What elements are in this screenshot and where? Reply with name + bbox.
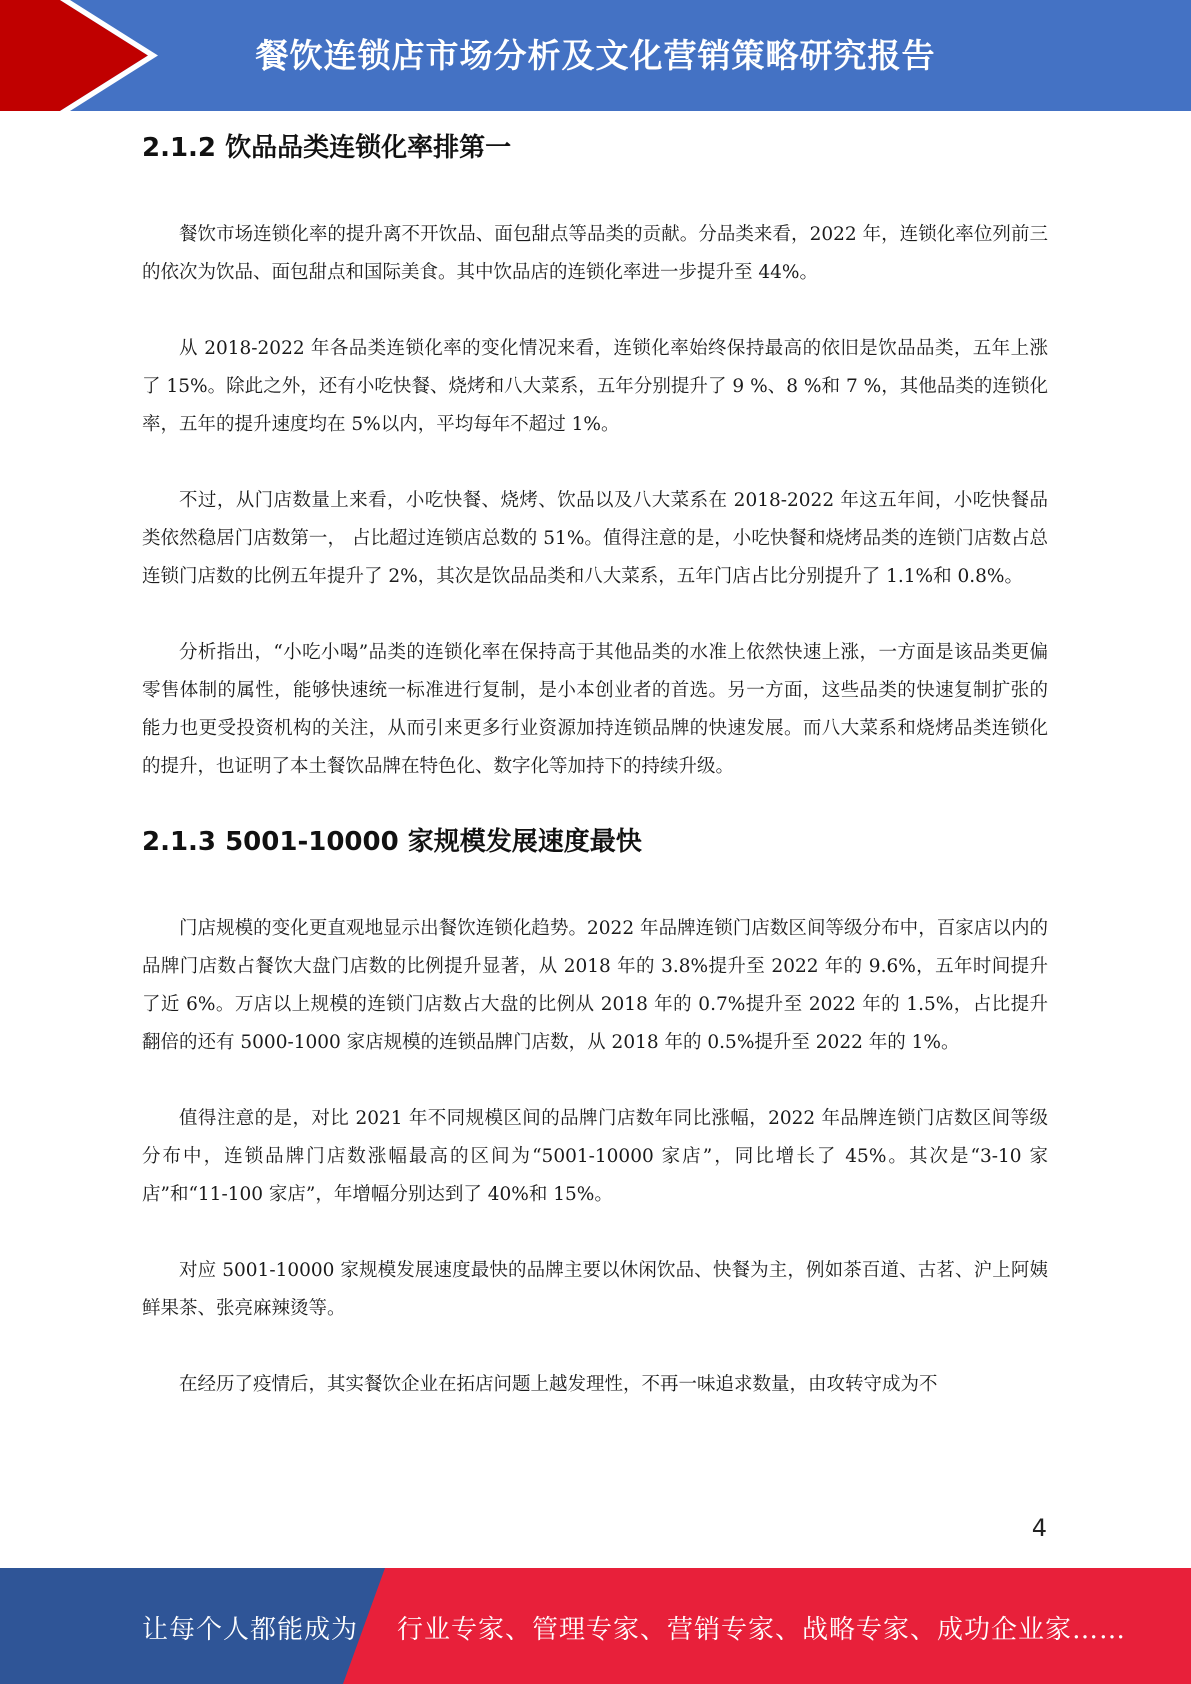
section-heading-2-1-3: 2.1.3 5001-10000 家规模发展速度最快 <box>142 827 642 857</box>
paragraph: 对应 5001-10000 家规模发展速度最快的品牌主要以休闲饮品、快餐为主，例如茶百道、古茗、沪上阿姨鲜果茶、张亮麻辣烫等。 <box>142 1260 1048 1319</box>
paragraph: 值得注意的是，对比 2021 年不同规模区间的品牌门店数年同比涨幅，2022 年品牌连锁门店数区间等级分布中，连锁品牌门店数涨幅最高的区间为“5001-10000 家店”，同比增长了 45%。其次是“3-10 家店”和“11-100 家店”，年增幅分别达到了 40%和 15%。 <box>142 1108 1048 1205</box>
page-number: 4 <box>1031 1514 1047 1542</box>
paragraph: 从 2018-2022 年各品类连锁化率的变化情况来看，连锁化率始终保持最高的依旧是饮品品类，五年上涨了 15%。除此之外，还有小吃快餐、烧烤和八大菜系，五年分别提升了 9 %、8 %和 7 %，其他品类的连锁化率，五年的提升速度均在 5%以内，平均每年不超过 1%。 <box>142 338 1048 435</box>
chevron-arrow-icon <box>0 0 160 111</box>
report-title: 餐饮连锁店市场分析及文化营销策略研究报告 <box>255 36 936 75</box>
footer-slogan-right: 行业专家、管理专家、营销专家、战略专家、成功企业家…… <box>397 1615 1127 1645</box>
section-heading-2-1-2: 2.1.2 饮品品类连锁化率排第一 <box>142 133 512 163</box>
paragraph: 在经历了疫情后，其实餐饮企业在拓店问题上越发理性，不再一味追求数量，由攻转守成为不 <box>179 1374 938 1395</box>
paragraph: 门店规模的变化更直观地显示出餐饮连锁化趋势。2022 年品牌连锁门店数区间等级分布中，百家店以内的品牌门店数占餐饮大盘门店数的比例提升显著，从 2018 年的 3.8%提升至 2022 年的 9.6%，五年时间提升了近 6%。万店以上规模的连锁门店数占大盘的比例从 2018 年的 0.7%提升至 2022 年的 1.5%，占比提升翻倍的还有 5000-1000 家店规模的连锁品牌门店数，从 2018 年的 0.5%提升至 2022 年的 1%。 <box>142 918 1048 1053</box>
paragraph: 分析指出，“小吃小喝”品类的连锁化率在保持高于其他品类的水准上依然快速上涨，一方面是该品类更偏零售体制的属性，能够快速统一标准进行复制，是小本创业者的首选。另一方面，这些品类的快速复制扩张的能力也更受投资机构的关注，从而引来更多行业资源加持连锁品牌的快速发展。而八大菜系和烧烤品类连锁化的提升，也证明了本土餐饮品牌在特色化、数字化等加持下的持续升级。 <box>142 642 1048 777</box>
page-content <box>142 122 1048 1404</box>
header-banner <box>0 0 1191 111</box>
paragraph: 餐饮市场连锁化率的提升离不开饮品、面包甜点等品类的贡献。分品类来看，2022 年，连锁化率位列前三的依次为饮品、面包甜点和国际美食。其中饮品店的连锁化率进一步提升至 44%。 <box>142 224 1048 283</box>
footer-slogan-left: 让每个人都能成为 <box>142 1615 359 1645</box>
paragraph: 不过，从门店数量上来看，小吃快餐、烧烤、饮品以及八大菜系在 2018-2022 年这五年间，小吃快餐品类依然稳居门店数第一， 占比超过连锁店总数的 51%。值得注意的是，小吃快餐和烧烤品类的连锁门店数占总连锁门店数的比例五年提升了 2%，其次是饮品品类和八大菜系，五年门店占比分别提升了 1.1%和 0.8%。 <box>142 490 1048 587</box>
footer-banner <box>0 1568 1191 1684</box>
